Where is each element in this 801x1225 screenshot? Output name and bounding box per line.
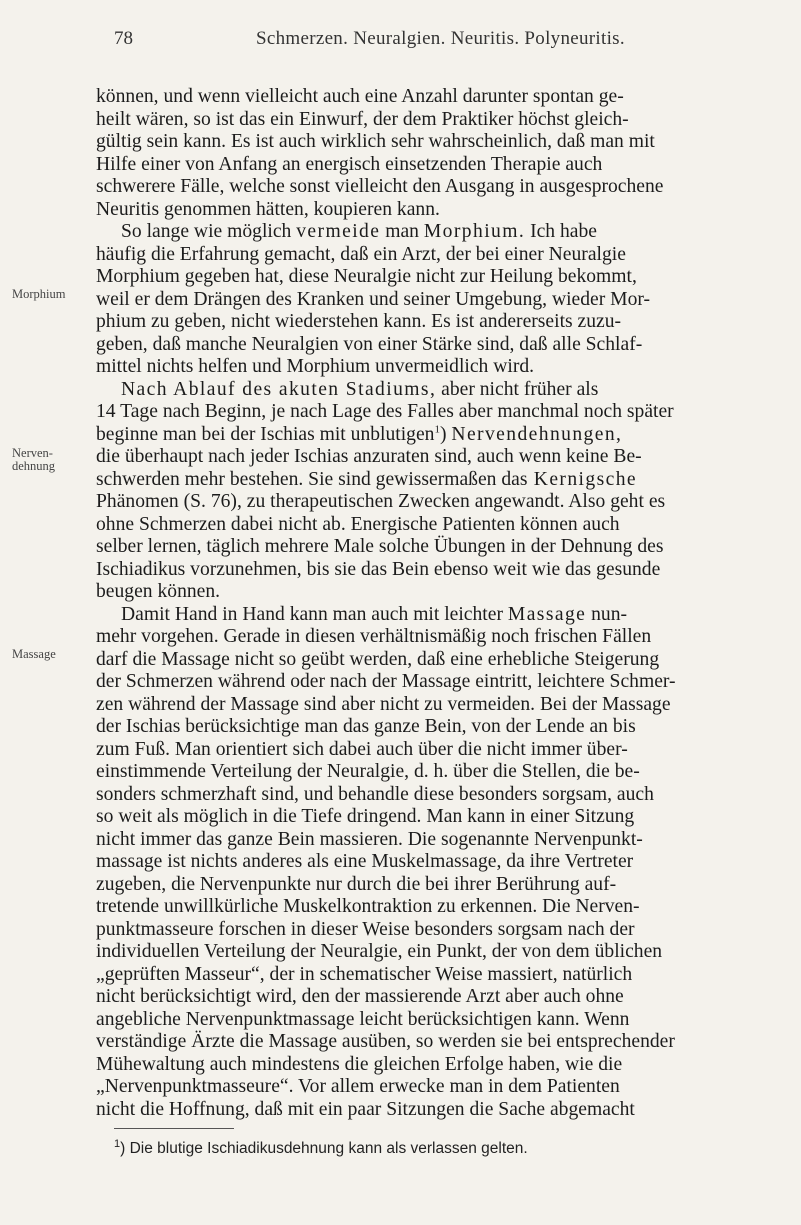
text-line: selber lernen, täglich mehrere Male solche Übungen in der Dehnung des	[96, 536, 664, 557]
text-line	[96, 221, 746, 244]
emphasis-kernigsche: Kernigsche	[527, 468, 638, 490]
text-line: sonders schmerzhaft sind, und behandle diese besonders sorgsam, auch	[96, 783, 654, 805]
text-line: zugeben, die Nervenpunkte nur durch die bei ihrer Berührung auf-	[96, 873, 617, 895]
text-line: zen während der Massage sind aber nicht zu vermeiden. Bei der Massage	[96, 693, 671, 715]
emphasis-vermeide: vermeide	[296, 221, 381, 242]
text-line: können, und wenn vielleicht auch eine Anzahl darunter spontan ge-	[96, 86, 624, 107]
footnote-text: ) Die blutige Ischiadikusdehnung kann als verlassen gelten.	[120, 1140, 528, 1157]
text-line: darf die Massage nicht so geübt werden, daß eine erhebliche Steigerung	[96, 648, 660, 670]
text-line: zum Fuß. Man orientiert sich dabei auch über die nicht immer über-	[96, 738, 628, 760]
emphasis-ablauf: Nach Ablauf des akuten Stadiums,	[121, 378, 437, 400]
body-text	[96, 86, 746, 1121]
text-line: weil er dem Drängen des Kranken und seiner Umgebung, wieder Mor-	[96, 288, 651, 310]
text-line: nicht berücksichtigt wird, den der massierende Arzt aber auch ohne	[96, 986, 624, 1007]
text-line: schwerere Fälle, welche sonst vielleicht den Ausgang in ausgesprochene	[96, 176, 664, 197]
text-line: mehr vorgehen. Gerade in diesen verhältnismäßig noch frischen Fällen	[96, 626, 652, 647]
text-span: beginne man bei der Ischias mit unblutigen	[96, 423, 435, 445]
margin-note-morphium: Morphium	[12, 287, 66, 301]
text-line: der Ischias berücksichtige man das ganze Bein, von der Lende an bis	[96, 716, 636, 737]
text-line: häufig die Erfahrung gemacht, daß ein Arzt, der bei einer Neuralgie	[96, 243, 626, 265]
text-line: gültig sein kann. Es ist auch wirklich sehr wahrscheinlich, daß man mit	[96, 131, 655, 152]
margin-note-massage: Massage	[12, 647, 56, 661]
text-span: Damit Hand in Hand kann man auch mit leichter	[121, 603, 508, 625]
text-line: Morphium gegeben hat, diese Neuralgie nicht zur Heilung bekommt,	[96, 266, 637, 287]
text-line	[96, 604, 746, 627]
emphasis-morphium: Morphium.	[423, 221, 526, 242]
text-line: nicht die Hoffnung, daß mit ein paar Sitzungen die Sache abgemacht	[96, 1098, 635, 1120]
text-line: mittel nichts helfen und Morphium unvermeidlich wird.	[96, 356, 535, 377]
text-span: nun-	[586, 603, 628, 625]
text-line: so weit als möglich in die Tiefe dringend. Man kann in einer Sitzung	[96, 806, 635, 827]
text-span: Ich habe	[525, 221, 597, 242]
text-line: angebliche Nervenpunktmassage leicht berücksichtigen kann. Wenn	[96, 1008, 630, 1030]
footnote	[114, 1137, 734, 1158]
emphasis-massage: Massage	[507, 603, 587, 625]
text-line	[96, 379, 746, 402]
footnote-marker: 1	[114, 1137, 121, 1150]
text-line: Ischiadikus vorzunehmen, bis sie das Bein ebenso weit wie das gesunde	[96, 558, 661, 580]
text-line: einstimmende Verteilung der Neuralgie, d. h. über die Stellen, die be-	[96, 761, 640, 782]
text-line: massage ist nichts anderes als eine Muskelmassage, da ihre Vertreter	[96, 851, 634, 872]
text-line: individuellen Verteilung der Neuralgie, ein Punkt, der von dem üblichen	[96, 941, 663, 962]
emphasis-nervendehnungen: Nervendehnungen,	[451, 423, 623, 445]
text-line: verständige Ärzte die Massage ausüben, so werden sie bei entsprechender	[96, 1031, 675, 1052]
margin-note-line: Nerven-	[12, 446, 53, 460]
text-line: die überhaupt nach jeder Ischias anzuraten sind, auch wenn keine Be-	[96, 446, 642, 467]
text-line: heilt wären, so ist das ein Einwurf, der dem Praktiker höchst gleich-	[96, 108, 629, 130]
text-line	[96, 424, 746, 447]
text-span: aber nicht früher als	[436, 378, 599, 400]
text-line: Neuritis genommen hätten, koupieren kann.	[96, 198, 440, 220]
text-span: man	[380, 221, 424, 242]
footnote-divider	[114, 1128, 234, 1129]
text-line: punktmasseure forschen in dieser Weise besonders sorgsam nach der	[96, 918, 635, 940]
text-line: Hilfe einer von Anfang an energisch einsetzenden Therapie auch	[96, 153, 603, 175]
text-line: nicht immer das ganze Bein massieren. Die sogenannte Nervenpunkt-	[96, 828, 643, 850]
text-span: )	[439, 423, 452, 445]
text-span: So lange wie möglich	[121, 221, 297, 242]
text-line: geben, daß manche Neuralgien von einer Stärke sind, daß alle Schlaf-	[96, 333, 643, 355]
text-span: schwerden mehr bestehen. Sie sind gewissermaßen das	[96, 468, 528, 490]
text-line: 14 Tage nach Beginn, je nach Lage des Falles aber manchmal noch später	[96, 401, 674, 422]
text-line: tretende unwillkürliche Muskelkontraktion zu erkennen. Die Nerven-	[96, 896, 640, 917]
text-line	[96, 469, 746, 492]
text-line: „Nervenpunktmasseure“. Vor allem erwecke man in dem Patienten	[96, 1076, 620, 1097]
text-line: Phänomen (S. 76), zu therapeutischen Zwecken angewandt. Also geht es	[96, 491, 666, 512]
text-line: der Schmerzen während oder nach der Massage eintritt, leichtere Schmer-	[96, 671, 676, 692]
page-number: 78	[114, 28, 133, 49]
running-title: Schmerzen. Neuralgien. Neuritis. Polyneuritis.	[256, 28, 625, 49]
text-line: ohne Schmerzen dabei nicht ab. Energische Patienten können auch	[96, 513, 620, 535]
margin-note-line: dehnung	[12, 459, 56, 473]
page-header	[114, 22, 734, 58]
margin-note-nervendehnung	[12, 447, 90, 473]
text-line: „geprüften Masseur“, der in schematischer Weise massiert, natürlich	[96, 963, 633, 985]
footnote-ref: 1	[434, 422, 440, 435]
text-line: beugen können.	[96, 581, 221, 602]
text-line: Mühewaltung auch mindestens die gleichen Erfolge haben, wie die	[96, 1053, 623, 1075]
text-line: phium zu geben, nicht wiederstehen kann. Es ist andererseits zuzu-	[96, 311, 622, 332]
